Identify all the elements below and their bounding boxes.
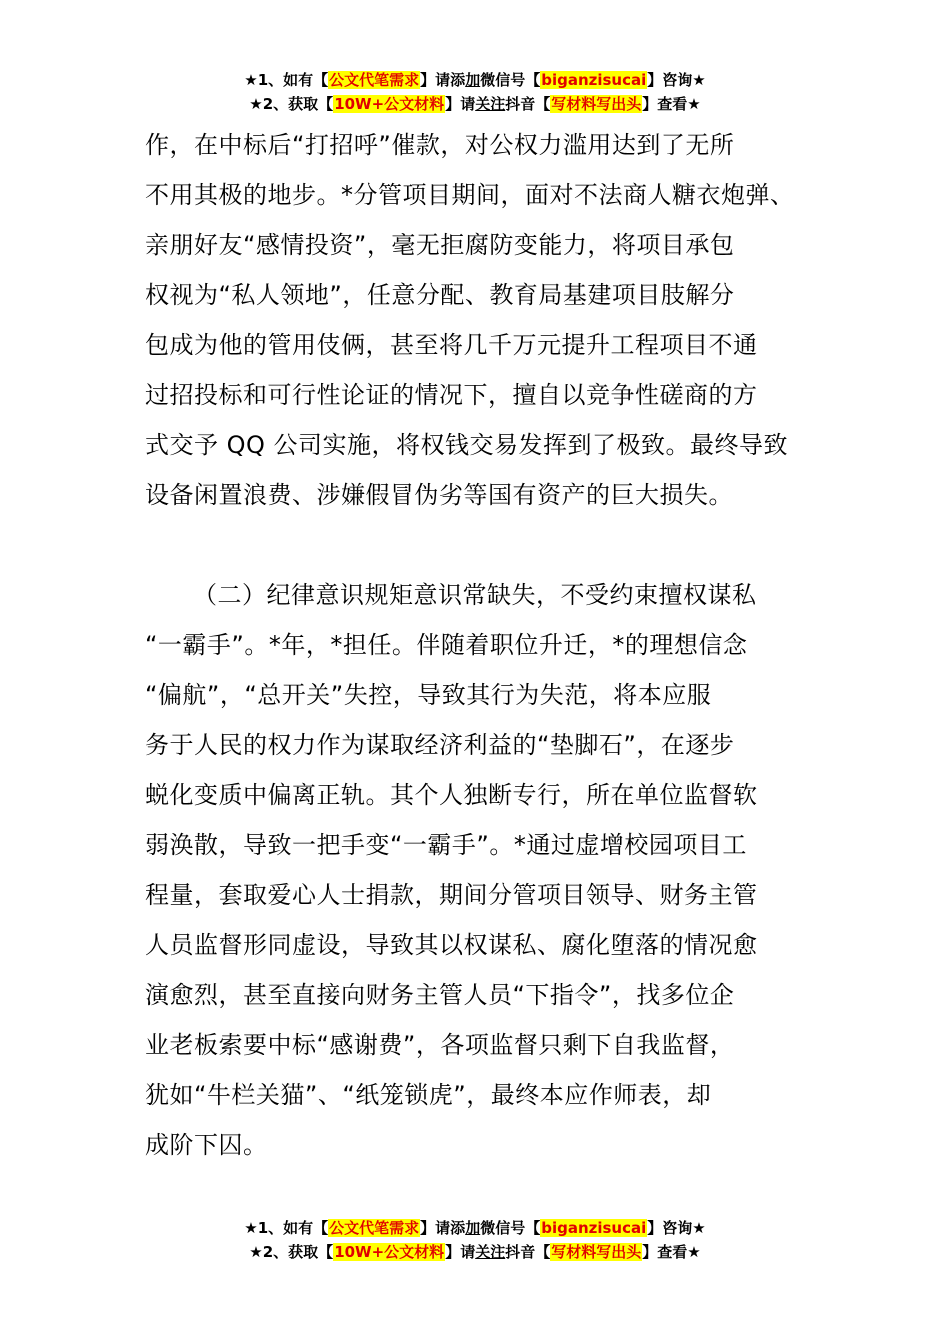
footer-line-1 bbox=[0, 1216, 950, 1240]
footer-line-1-text-d: 】咨询★ bbox=[647, 1219, 706, 1237]
highlight-materials: 10W+公文材料 bbox=[334, 95, 445, 113]
footer-line-1-underlined: 加 bbox=[465, 1219, 481, 1237]
paragraph-2-line: 演愈烈，甚至直接向财务主管人员“下指令”，找多位企 bbox=[145, 981, 735, 1009]
paragraph-1-line: 作，在中标后“打招呼”催款，对公权力滥用达到了无所 bbox=[145, 131, 735, 159]
paragraph-1-line: 设备闲置浪费、涉嫌假冒伪劣等国有资产的巨大损失。 bbox=[145, 481, 733, 509]
footer-line-1-text-a: ★1、如有【 bbox=[244, 1219, 329, 1237]
footer-line-2-underlined: 关注 bbox=[475, 1243, 506, 1261]
paragraph-2-line: 业老板索要中标“感谢费”，各项监督只剩下自我监督， bbox=[145, 1031, 735, 1059]
section-heading-line: （二）纪律意识规矩意识常缺失，不受约束擅权谋私 bbox=[193, 581, 757, 609]
header-banner bbox=[0, 68, 950, 116]
footer-line-2-text-b: 】请 bbox=[445, 1243, 476, 1261]
paragraph-1-line: 包成为他的管用伎俩，甚至将几千万元提升工程项目不通 bbox=[145, 331, 758, 359]
paragraph-2-line: “一霸手”。*年，*担任。伴随着职位升迁，*的理想信念 bbox=[145, 631, 748, 659]
paragraph-2-line: 程量，套取爱心人士捐款，期间分管项目领导、财务主管 bbox=[145, 881, 758, 909]
paragraph-1-line: 过招投标和可行性论证的情况下，擅自以竞争性磋商的方 bbox=[145, 381, 758, 409]
paragraph-1-line: 不用其极的地步。*分管项目期间，面对不法商人糖衣炮弹、 bbox=[145, 181, 795, 209]
header-line-2-underlined: 关注 bbox=[475, 95, 506, 113]
paragraph-2-line: “偏航”，“总开关”失控，导致其行为失范，将本应服 bbox=[145, 681, 712, 709]
paragraph-2-line: 务于人民的权力作为谋取经济利益的“垫脚石”，在逐步 bbox=[145, 731, 735, 759]
footer-banner bbox=[0, 1216, 950, 1264]
highlight-writing-service: 公文代笔需求 bbox=[329, 1219, 420, 1237]
paragraph-2 bbox=[145, 570, 815, 1170]
footer-line-2-text-d: 】查看★ bbox=[642, 1243, 701, 1261]
header-line-1-text-b: 】请添 bbox=[420, 71, 466, 89]
header-line-2-text-c: 抖音【 bbox=[505, 95, 551, 113]
paragraph-2-line: 人员监督形同虚设，导致其以权谋私、腐化堕落的情况愈 bbox=[145, 931, 758, 959]
highlight-douyin-account: 写材料写出头 bbox=[551, 95, 642, 113]
highlight-materials: 10W+公文材料 bbox=[334, 1243, 445, 1261]
header-line-1-text-a: ★1、如有【 bbox=[244, 71, 329, 89]
paragraph-2-line: 犹如“牛栏关猫”、“纸笼锁虎”，最终本应作师表，却 bbox=[145, 1081, 712, 1109]
footer-line-2-text-a: ★2、获取【 bbox=[249, 1243, 334, 1261]
paragraph-1-line: 式交予 QQ 公司实施，将权钱交易发挥到了极致。最终导致 bbox=[145, 431, 789, 459]
header-line-1-text-d: 】咨询★ bbox=[647, 71, 706, 89]
highlight-wechat-id: biganzisucai bbox=[541, 71, 647, 89]
highlight-douyin-account: 写材料写出头 bbox=[551, 1243, 642, 1261]
header-line-2-text-d: 】查看★ bbox=[642, 95, 701, 113]
header-line-1 bbox=[0, 68, 950, 92]
footer-line-2 bbox=[0, 1240, 950, 1264]
footer-line-1-text-c: 微信号【 bbox=[480, 1219, 541, 1237]
paragraph-1 bbox=[145, 120, 815, 520]
header-line-1-underlined: 加 bbox=[465, 71, 481, 89]
highlight-writing-service: 公文代笔需求 bbox=[329, 71, 420, 89]
paragraph-2-line: 成阶下囚。 bbox=[145, 1131, 268, 1159]
paragraph-2-line: 蜕化变质中偏离正轨。其个人独断专行，所在单位监督软 bbox=[145, 781, 758, 809]
paragraph-1-line: 亲朋好友“感情投资”，毫无拒腐防变能力，将项目承包 bbox=[145, 231, 735, 259]
highlight-wechat-id: biganzisucai bbox=[541, 1219, 647, 1237]
paragraph-2-line: 弱涣散，导致一把手变“一霸手”。*通过虚增校园项目工 bbox=[145, 831, 747, 859]
paragraph-1-line: 权视为“私人领地”，任意分配、教育局基建项目肢解分 bbox=[145, 281, 735, 309]
header-line-1-text-c: 微信号【 bbox=[480, 71, 541, 89]
header-line-2 bbox=[0, 92, 950, 116]
footer-line-2-text-c: 抖音【 bbox=[505, 1243, 551, 1261]
header-line-2-text-a: ★2、获取【 bbox=[249, 95, 334, 113]
footer-line-1-text-b: 】请添 bbox=[420, 1219, 466, 1237]
header-line-2-text-b: 】请 bbox=[445, 95, 476, 113]
